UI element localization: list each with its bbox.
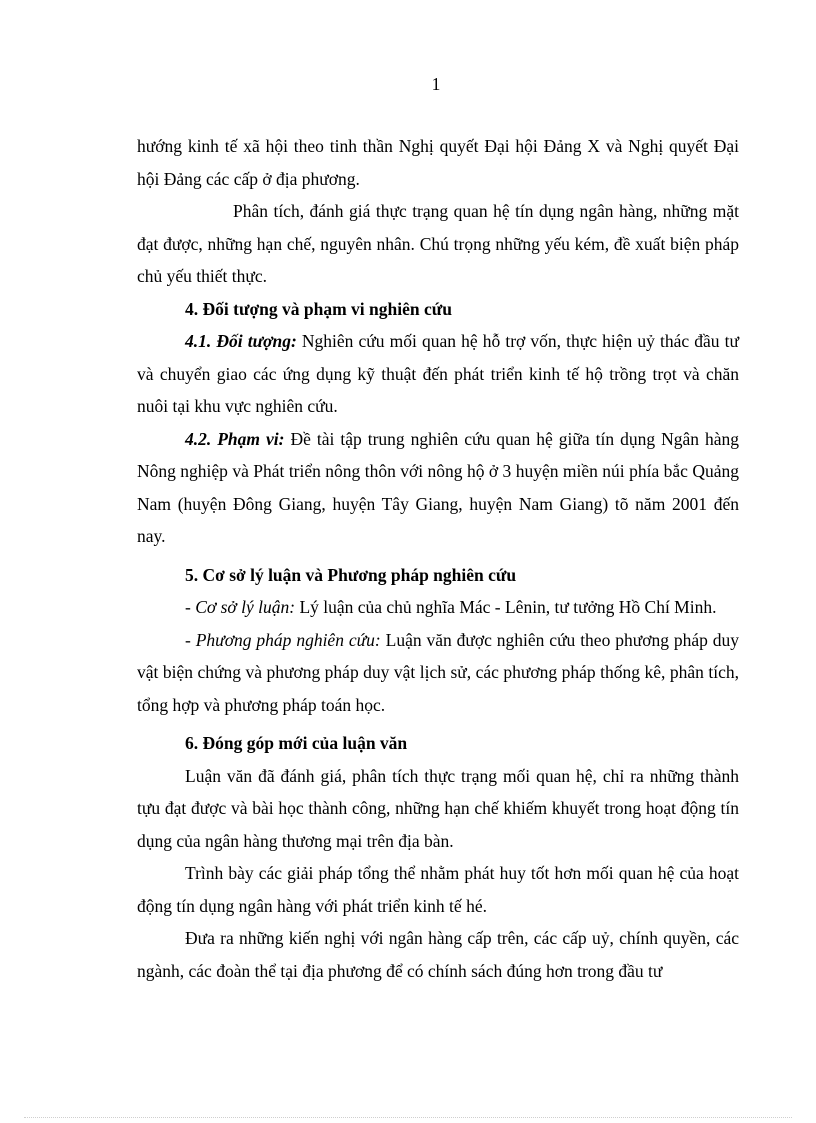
text-5-2: Luận văn được nghiên cứu theo phương pháp duy vật biện chứng và phương pháp duy vật lịch sử, các phương pháp thống kê, phân tích, tổng hợp và phương pháp toán học. (137, 629, 739, 715)
paragraph-analysis: Phân tích, đánh giá thực trạng quan hệ tín dụng ngân hàng, những mặt đạt được, những hạn chế, nguyên nhân. Chú trọng những yếu kém, đề xuất biện pháp chủ yếu thiết thực. (137, 201, 739, 286)
section-heading-5: 5. Cơ sở lý luận và Phương pháp nghiên cứu (185, 564, 517, 585)
body-text (137, 130, 739, 987)
paragraph-continuation: hướng kinh tế xã hội theo tinh thần Nghị quyết Đại hội Đảng X và Nghị quyết Đại hội Đảng các cấp ở địa phương. (137, 136, 739, 189)
page-bottom-divider (24, 1117, 792, 1118)
text-5-1: Lý luận của chủ nghĩa Mác - Lênin, tư tưởng Hồ Chí Minh. (295, 597, 717, 617)
paragraph-6-2: Trình bày các giải pháp tổng thể nhằm phát huy tốt hơn mối quan hệ của hoạt động tín dụng ngân hàng với phát triển kinh tế hé. (137, 863, 739, 916)
label-5-2: - Phương pháp nghiên cứu: (185, 629, 381, 650)
label-4-1: 4.1. Đối tượng: (185, 331, 297, 351)
paragraph-5-2 (137, 624, 739, 722)
paragraph-6-1: Luận văn đã đánh giá, phân tích thực trạng mối quan hệ, chỉ ra những thành tựu đạt được và bài học thành công, những hạn chế khiếm khuyết trong hoạt động tín dụng của ngân hàng thương mại trên địa bàn. (137, 765, 739, 851)
paragraph-5-1 (137, 591, 739, 624)
section-heading-6: 6. Đóng góp mới của luận văn (185, 733, 408, 753)
label-4-2: 4.2. Phạm vi: (185, 428, 285, 449)
paragraph-4-2 (137, 423, 739, 553)
text-4-1: Nghiên cứu mối quan hệ hỗ trợ vốn, thực hiện uỷ thác đầu tư và chuyển giao các ứng dụng kỹ thuật đến phát triển kinh tế hộ trồng trọt và chăn nuôi tại khu vực nghiên cứu. (137, 331, 739, 416)
page-number: 1 (431, 74, 441, 94)
paragraph-6-3: Đưa ra những kiến nghị với ngân hàng cấp trên, các cấp uỷ, chính quyền, các ngành, các đoàn thể tại địa phương để có chính sách đúng hơn trong đầu tư (137, 928, 739, 981)
section-heading-4: 4. Đối tượng và phạm vi nghiên cứu (185, 298, 452, 319)
label-5-1: - Cơ sở lý luận: (185, 597, 296, 617)
paragraph-4-1 (137, 325, 739, 423)
text-4-2: Đề tài tập trung nghiên cứu quan hệ giữa tín dụng Ngân hàng Nông nghiệp và Phát triển nông thôn với nông hộ ở 3 huyện miền núi phía bắc Quảng Nam (huyện Đông Giang, huyện Tây Giang, huyện Nam Giang) tõ năm 2001 đến nay. (137, 428, 739, 546)
